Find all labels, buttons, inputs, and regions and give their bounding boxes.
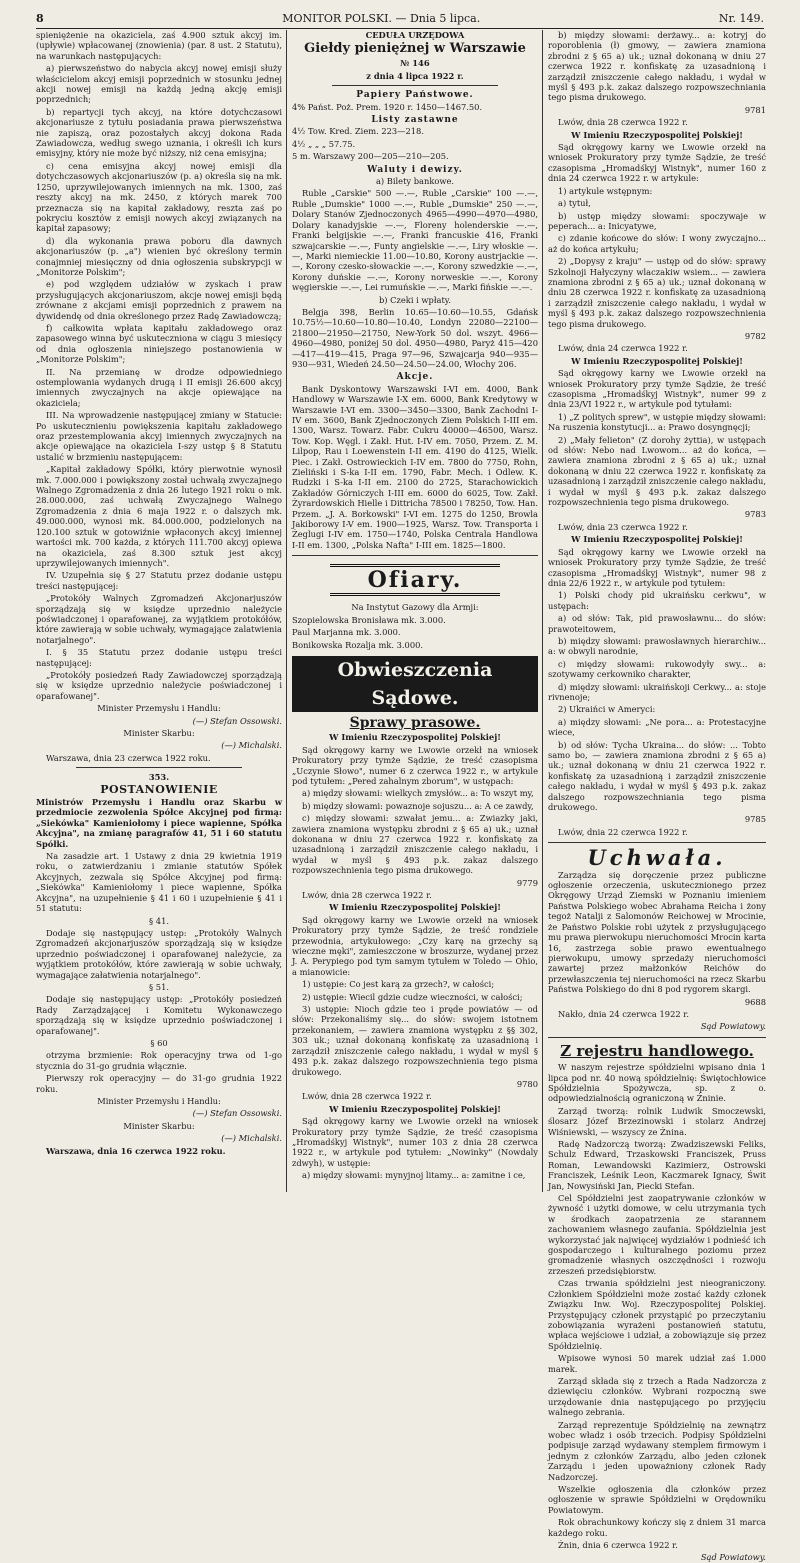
paragraph: Na Instytut Gazowy dla Armji: (351, 602, 479, 613)
act-number: 353. (148, 772, 170, 783)
paragraph: 3) ustępie: Nioch gdzie teo i pręde powiatów — od słów: Przekonaliśmy się... do słów: swojem istotnem przekonaniem, — zawiera znamiona występku z §§ 302, 303 uk.; uznał dokonaną konfiskatę za uzasadnioną i zarządził zniszczenie całego nakładu, i wydał w myśl § 493 p.k. zakaz dalszego rozpowszechnienia tego pisma drukowego. (292, 1004, 538, 1077)
paragraph: „Protokóły posiedzeń Rady Zawiadowczej sporządzają się w księdze uprzednio należycie poświadczonej i oparafowanej". (36, 669, 282, 701)
paragraph: Sąd okręgowy karny we Lwowie orzekł na wniosek Prokuratory przy tymże Sądzie, że treść rondziele przewodnia, artykułowego: „Czy karę na grzechy są wieczne męki", zamieszczone w broszurze, wydanej przez J. A. Perypiego pod tym samym tytułem w Toledo — Ohio, a mianowicie: (292, 914, 538, 977)
paragraph: Zarząd składa się z trzech a Rada Nadzorcza z dziewięciu członków. Wybrani rozpoczną swe urzędowanie dnia następującego po przyjęciu walnego zebrania. (548, 1375, 766, 1418)
notice-number: 9688 (744, 996, 766, 1007)
subsection-title: a) Bilety bankowe. (375, 176, 455, 187)
paragraph: Czas trwania spółdzielni jest nieograniczony. Członkiem Spółdzielni może zostać każdy członek Związku Inw. Woj. Rzeczypospolitej Polskiej. Przystępujący członek przystąpić po przeczytaniu zobowiązania wyrażeni postanowień statutu, wpłaca wejściowe i udział, a zobowiązuje się przez Spółdzielnię. (548, 1278, 766, 1351)
paragraph: Sąd okręgowy karny we Lwowie orzekł na wniosek Prokuratory przy tymże Sądzie, że treść czasopisma „Hromadśkyj Wistnyk", numer 98 z dnia 22/6 1922 r., w artykule pod tytułem: (548, 546, 766, 588)
paragraph: Szopielowska Bronisława mk. 3.000. (292, 614, 446, 625)
paragraph: Dodaje się następujący ustęp: „Protokóły posiedzeń Rady Zarządzającej i Komitetu Wykonawczego sporządzają się w księdze uprzednio poświadczonej i oparafowanej". (36, 994, 282, 1036)
signature-title: Minister Skarbu: (123, 1120, 195, 1131)
paragraph: IV. Uzupełnia się § 27 Statutu przez dodanie ustępu treści następującej: (36, 570, 282, 591)
divider (292, 555, 538, 556)
paragraph: d) między słowami: ukraińskoji Cerkwy... a: stoje rivnenoje; (548, 681, 766, 702)
verdict-heading: W Imieniu Rzeczypospolitej Polskiej! (329, 902, 501, 913)
signature-title: Minister Przemysłu i Handlu: (97, 1096, 221, 1106)
cedula-date: z dnia 4 lipca 1922 r. (366, 70, 464, 81)
paragraph: Zarządza się doręczenie przez publiczne ogłoszenie orzeczenia, uskutecznionego przez Okręgowy Urząd Ziemski w Poznaniu imieniem Państwa Polskiego wobec Abrahama Reicha i żony tegoż Natalji z Salomonów Reichowej w Mrocinie, że Państwo Polskie robi użytek z przysługującego mu prawa pierwokupu nieruchomości Mrocin karta 16, zastrzega sobie prawo ewentualnego pierwokupu, umowy sprzedaży nieruchomości zawartej przez małżonków Reichów do przewłaszczenia tej nieruchomości na rzecz Skarbu Państwa Polskiego do dni 8 pod rygorem skargi. (548, 869, 766, 995)
paragraph: Sąd okręgowy karny we Lwowie orzekł na wniosek Prokuratory przy tymże Sądzie, że treść czasopisma „Hromadśkyj Wistnyk", numer 103 z dnia 28 czerwca 1922 r., w artykule pod tytułem: „Nowinky" (Nowdaly zdwyh), w ustępie: (292, 1116, 538, 1168)
notice-number: 9783 (744, 509, 766, 520)
date-line: Lwów, dnia 28 czerwca 1922 r. (302, 890, 432, 900)
press-cases-heading: Sprawy prasowe. (349, 714, 481, 731)
paragraph: b) między słowami: derżawy... a: kotryj do roporoblenia (ł) gmowy, — zawiera znamiona zbrodni z § 65 a) uk.; uznał dokonaną w dniu 27 czerwca 1922 r. konfiskatę za uzasadnioną i zarządził zniszczenie całego nakładu, i wydał w myśl § 493 p.k. zakaz dalszego rozpowszechniania tego pisma drukowego. (548, 30, 766, 103)
paragraph: Pierwszy rok operacyjny — do 31-go grudnia 1922 roku. (36, 1073, 282, 1094)
signature-title: Minister Przemysłu i Handlu: (97, 703, 221, 714)
column-rule-2 (542, 30, 543, 1192)
notice-number: 9779 (516, 877, 538, 888)
section-title: Waluty i dewizy. (367, 164, 463, 175)
paragraph: 1) Polski chody pid ukraińsku cerkwu", w ustępach: (548, 590, 766, 611)
act-subject: Ministrów Przemysłu i Handlu oraz Skarbu w przedmiocie zezwolenia Spółce Akcyjnej pod firmą: „Siekówka" Kamieniołomy i piece wapienne, Spółka Akcyjna", na zmianę paragrafów 41, 51 i 60 statutu Spółki. (36, 797, 282, 849)
paragraph: 2) Ukraińci w Ameryci: (558, 704, 656, 715)
paragraph: a) pierwszeństwo do nabycia akcyj nowej emisji służy właścicielom akcyj emisji poprzednich w stosunku jednej akcji nowej emisji na każdą jedną akcję emisji poprzednich; (36, 63, 282, 105)
paragraph: III. Na wprowadzenie następującej zmiany w Statucie: Po uskutecznieniu powiększenia kapitału zakładowego oraz przestemplowania akcyj imiennych zwyczajnych na akcje opiewające na okaziciela I-szy ustęp § 8 Statutu ustalić w brzmieniu następującem: (36, 410, 282, 462)
date-line: Żnin, dnia 6 czerwca 1922 r. (558, 1540, 678, 1551)
paragraph: b) między słowami: prawosławnych hierarchiw... a: w obwyli narodnie, (548, 635, 766, 657)
paragraph: a) między słowami: wielkych zmysłów... a: To wszyt my, (302, 788, 534, 799)
paragraph: Belgja 398, Berlin 10.65—10.60—10.55, Gdańsk 10.75½—10.60—10.80—10.40, Londyn 22080—22100—21800—21950—21750, New-York 50 dol. wszyt. 4966—4960—4980, poniżej 50 dol. 4950—4980, Paryż 415—420—417—419—415, Praga 97—96, Szwajcarja 940—935—930—931, Wiedeń 24.50—24.50—24.00, Włochy 206. (292, 306, 538, 369)
paragraph: c) między słowami: rukowodyły swy... a: szotywamy cerkowniko charakter, (548, 658, 766, 680)
signature-name: (—) Michalski. (221, 1133, 282, 1144)
paragraph: d) dla wykonania prawa poboru dla dawnych akcjonariuszów (p. „a") wienien być określony termin conajmniej miesięczny od dnia ogłoszenia subskrypcji w „Monitorze Polskim"; (36, 235, 282, 277)
paragraph: c) cena emisyjna akcyj nowej emisji dla dotychczasowych akcjonariuszów (p. a) określa się na mk. 1250, uprzywilejowanych imiennych na mk. 1300, zaś reszty akcyj na mk. 2450, z których marek 700 przeznacza się na kapitał zakładowy, reszta zaś po pokryciu kosztów z emisji nowych akcyj związanych na kapitał zapasowy; (36, 160, 282, 234)
notice-number: 9780 (516, 1078, 538, 1089)
notice-number: 9781 (744, 104, 766, 115)
journal-title: MONITOR POLSKI. — Dnia 5 lipca. (282, 11, 481, 25)
divider (548, 1037, 766, 1038)
paragraph: 4½ Tow. Kred. Ziem. 223—218. (292, 126, 424, 137)
signature-name: (—) Stefan Ossowski. (192, 1108, 282, 1119)
notice-number: 9785 (744, 814, 766, 825)
paragraph: I. § 35 Statutu przez dodanie ustępu treści następującej: (36, 647, 282, 668)
paragraph: Dodaje się następujący ustęp: „Protokóły Walnych Zgromadzeń akcjonarjuszów sporządzają się w księdze uprzednio poświadczonej i oparafowanej należycie, za wyjątkiem protokółów, które zawierają w sobie uchwały, wymagające załatwienia notarjalnego". (36, 927, 282, 980)
verdict-heading: W Imieniu Rzeczypospolitej Polskiej! (571, 355, 743, 366)
paragraph: c) między słowami: szwałat jemu... a: Zwiazky jaki, zawiera znamiona występku zbrodni z § 65 a) uk.; uznał dokonana w dniu 27 czerwca 1922 r. konfiskatę za uzasadnioną i zarządził zniszczenie całego nakładu, i wydał w myśl § 493 p.k. zakaz dalszego rozpowszechnienia tego pisma drukowego. (292, 813, 538, 876)
paragraph: 1) ustępie: Co jest karą za grzech?, w całości; (302, 979, 495, 990)
section-title: Papiery Państwowe. (356, 90, 474, 101)
paragraph: „Kapitał zakładowy Spółki, który pierwotnie wynosił mk. 7.000.000 i powiększony został uchwałą zwyczajnego Walnego Zgromadzenia z dnia 26 lutego 1921 roku o mk. 28.000.000, zaś uchwałą Zwyczajnego Walnego Zgromadzenia z dnia 6 maja 1922 r. o dalszych mk. 49.000.000, wynosi mk. 84.000.000, podzielonych na 120.100 sztuk w gotowiźnie wpłaconych akcyj imiennej wartości mk. 700 każda, z których 111.700 akcyj opiewa na okaziciela, zaś 8.300 sztuk jest akcyj uprzywilejowanych imiennych". (36, 464, 282, 568)
act-heading: POSTANOWIENIE (100, 782, 218, 796)
paragraph: e) pod względem udziałów w zyskach i praw przysługujących akcjonariuszom, akcje nowej emisji będą zrównane z akcjami emisji poprzednich z prawem na dywidendę od dnia określonego przez Radę Zawiadowczą; (36, 279, 282, 321)
paragraph: b) repartycji tych akcyj, na które dotychczasowi akcjonariusze z tytułu posiadania prawa pierwszeństwa nie zapiszą, oraz pozostałych akcyj dokona Rada Zawiadowcza, według swego uznania, i określi ich kurs emisyjny, który nie może być niższy, niż cena emisyjna; (36, 106, 282, 159)
section-mark: § 60 (150, 1037, 168, 1048)
paragraph: Paul Marjanna mk. 3.000. (292, 627, 401, 638)
paragraph: Cel Spółdzielni jest zaopatrywanie członków w żywność i użytki domowe, w celu utrzymania tych w środkach zaopatrzenia ze starannem zachowaniem własnego zaufania. Spółdzielnia jest wykorzystać jak najwięcej wydziałów i podnieść ich gospodarczego i kulturalnego poziomu przez gromadzenie własnych oszczędności i rozwoju zrzeszeń przedsiębiorstw. (548, 1193, 766, 1276)
court-signature: Sąd Powiatowy. (700, 1552, 766, 1563)
paragraph: a) tytuł, (558, 198, 591, 209)
paragraph: 4% Państ. Poż. Prem. 1920 r. 1450—1467.50. (292, 101, 483, 112)
paragraph: Wpisowe wynosi 50 marek udział zaś 1.000 marek. (548, 1353, 766, 1374)
date-line: Lwów, dnia 22 czerwca 1922 r. (558, 826, 688, 837)
paragraph: Ruble „Carskie" 500 —.—, Ruble „Carskie" 100 —.—, Ruble „Dumskie" 1000 —.—, Ruble „Dumskie" 250 —.—, Dolary Stanów Zjednoczonych 4965—4990—4970—4980, Dolary kanadyjskie —.—, Floreny holenderskie —.—, Franki belgijskie —.—, Franki francuskie 416, Franki szwajcarskie —.—, Funty angielskie —.—, Liry włoskie —.—, Marki niemieckie 11.00—10.80, Korony austrjackie —.—, Korony czesko-słowackie —.—, Korony szwedzkie —.—, Korony duńskie —.—, Korony norweskie —.—, Korony węgierskie —.—, Lei rumuńskie —.—, Marki fińskie —.—. (292, 188, 538, 293)
cedula-number: № 146 (400, 58, 430, 69)
verdict-heading: W Imieniu Rzeczypospolitej Polskiej! (329, 732, 501, 743)
resolution-banner: Uchwała. (587, 845, 727, 871)
verdict-heading: W Imieniu Rzeczypospolitej Polskiej! (329, 1103, 501, 1114)
paragraph: Wszelkie ogłoszenia dla członków przez ogłoszenie w sprawie Spółdzielni w Orędowniku Powiatowym. (548, 1484, 766, 1515)
cedula-title: Giełdy pieniężnej w Warszawie (304, 41, 526, 57)
paragraph: otrzyma brzmienie: Rok operacyjny trwa od 1-go stycznia do 31-go grudnia włącznie. (36, 1050, 282, 1071)
paragraph: a) między słowami: „Ne pora... a: Protestacyjne wiece, (548, 716, 766, 738)
paragraph: f) całkowita wpłata kapitału zakładowego oraz zapasowego winna być uskuteczniona w ciągu 3 miesięcy od dnia ogłoszenia niniejszego postanowienia w „Monitorze Polskim"; (36, 322, 282, 365)
paragraph: 4½ „ „ „ 57.75. (292, 138, 356, 149)
date-line: Lwów, dnia 24 czerwca 1922 r. (558, 343, 688, 354)
court-signature: Sąd Powiatowy. (700, 1021, 766, 1032)
divider (76, 767, 242, 768)
paragraph: a) od słów: Tak, pid prawosławnu... do słów: prawoteitowem, (548, 613, 766, 634)
subsection-title: b) Czeki i wpłaty. (378, 294, 452, 305)
paragraph: 1) artykule wstępnym: (558, 185, 653, 196)
paragraph: 1) „Z politych sprew", w ustępie między słowami: Na ruszenia konstytucji... a: Prawo dosyngnęcji; (548, 411, 766, 433)
paragraph: Sąd okręgowy karny we Lwowie orzekł na wniosek Prokuratory przy tymże Sądzie, że treść czasopisma „Hromadśkyj Wistnyk", numer 99 z dnia 23/VI 1922 r., w artykule pod tytułami: (548, 368, 766, 410)
paragraph: 5 m. Warszawy 200—205—210—205. (292, 151, 449, 162)
court-notices-banner: Obwieszczenia Sądowe. (292, 656, 538, 712)
paragraph: a) między słowami: mynyjnoj litamy... a: zamitne i ce, (302, 1170, 526, 1181)
signature-name: (—) Stefan Ossowski. (192, 715, 282, 726)
paragraph: II. Na przemianę w drodze odpowiedniego ostemplowania wydanych drugą i II emisji 26.600 akcyj imiennych zwyczajnych na akcje opiewające na okaziciela; (36, 366, 282, 408)
page-number: 8 (36, 11, 44, 25)
paragraph: Bonikowska Rozalja mk. 3.000. (292, 639, 424, 650)
date-line: Lwów, dnia 28 czerwca 1922 r. (558, 117, 688, 128)
ofiary-banner: Ofiary. (330, 564, 500, 596)
notice-number: 9782 (744, 330, 766, 341)
paragraph: 2) ustępie: Wiecil gdzie cudze wieczności, w całości; (302, 991, 523, 1002)
section-title: Listy zastawne (371, 115, 459, 126)
divider (548, 842, 766, 843)
cedula-heading: CEDUŁA URZĘDOWA (365, 30, 465, 40)
paragraph: 2) „Mały felieton" (Z dorohy żyttia), w ustępach od słów: Nebo nad Lwowom... aż do końca, — zawiera znamiona zbrodni z § 65 a) uk.; uznał dokonaną w dniu 22 czerwca 1922 r. konfiskatę za uzasadnioną i zarządził zniszczenie całego nakładu, i wydał w myśl § 493 p.k. zakaz dalszego rozpowszechnienia tego pisma drukowego. (548, 434, 766, 508)
section-mark: § 41. (149, 915, 169, 926)
trade-register-banner: Z rejestru handlowego. (560, 1041, 754, 1060)
column-middle (292, 30, 538, 1195)
paragraph: b) od słów: Tycha Ukraina... do słów: ... Tobto samo bo, — zawiera znamiona zbrodni z § 65 a) uk.; uznał dokonaną w dniu 21 czerwca 1922 r. konfiskatę za uzasadnioną i zarządził zniszczenie całego nakładu, i wydał w myśl § 493 p.k. zakaz dalszego rozpowszechniania tego pisma drukowego. (548, 739, 766, 813)
verdict-heading: W Imieniu Rzeczypospolitej Polskiej! (571, 129, 743, 140)
paragraph: „Protokóły Walnych Zgromadzeń Akcjonarjuszów sporządzają się w księdze uprzednio należycie poświadczonej i oparafowanej, za wyjątkiem protokółów, które zawierają w sobie uchwały, wymagające zalatwienia notarjalnego". (36, 593, 282, 645)
section-title: Akcje. (396, 372, 434, 383)
divider (332, 85, 498, 86)
paragraph: Sąd okręgowy karny we Lwowie orzekł na wniosek Prokuratory przy tymże Sądzie, że treść czasopisma „Hromadśkyj Wistnyk", numer 160 z dnia 24 czerwca 1922 r. w artykule: (548, 142, 766, 184)
column-right (548, 30, 766, 1563)
date-line: Lwów, dnia 28 czerwca 1922 r. (302, 1091, 432, 1102)
page-header (36, 8, 764, 29)
date-line: Warszawa, dnia 16 czerwca 1922 roku. (46, 1145, 226, 1156)
verdict-heading: W Imieniu Rzeczypospolitej Polskiej! (571, 534, 743, 545)
paragraph: Zarząd reprezentuje Spółdzielnię na zewnątrz wobec władz i osób trzecich. Podpisy Spółdzielni podpisuje zarząd wydawany stemplem firmowym i jednym z członków Zarządu, albo jeden członek Zarządu i jeden upoważniony członek Rady Nadzorczej. (548, 1419, 766, 1482)
paragraph: Zarząd tworzą: rolnik Ludwik Smoczewski, ślosarz Józef Brzezinowski i stolarz Andrzej Wiśniewski, — wszyscy ze Żnina. (548, 1105, 766, 1137)
paragraph: spieniężenie na okaziciela, zaś 4.900 sztuk akcyj im. (upływie) wpłacowanej (znowienia) (par. 8 ust. 2 Statutu), na warunkach następujących: (36, 30, 282, 61)
paragraph: Sąd okręgowy karny we Lwowie orzekł na wniosek Prokuratory przy tymże Sądzie, że treść czasopisma „Uczynie Słowo", numer 6 z czerwca 1922 r., w artykule pod tytułem: „Pered zahalnym zborum", w ustępach: (292, 744, 538, 786)
paragraph: b) między słowami: powaznoje sojuszu... a: A ce zawdy, (302, 800, 534, 811)
signature-name: (—) Michalski. (221, 740, 282, 751)
date-line: Warszawa, dnia 23 czerwca 1922 roku. (46, 752, 211, 763)
column-left (36, 30, 282, 1195)
section-mark: § 51. (149, 981, 169, 992)
paragraph: Rok obrachunkowy kończy się z dniem 31 marca każdego roku. (548, 1517, 766, 1538)
paragraph: 2) „Dopysy z kraju" — ustęp od do słów: sprawy Szkolnoji Hałyczyny wlaczakiw wsiem... — zawiera znamiona zbrodni z § 65 a) uk.; uznał dokonaną w dniu 28 czerwca 1922 r. konfiskatę za uzasadnioną i zarządził zniszczenie całego nakładu, i wydał w myśl § 493 p.k. zakaz dalszego rozpowszechnienia tego pisma drukowego. (548, 256, 766, 329)
paragraph: Radę Nadzorczą tworzą: Zwadziszewski Feliks, Schulz Edward, Trzaskowski Franciszek, Pruss Roman, Lewandowski Kazimierz, Ostrowski Franciszek, Leśnik Leon, Kaczmarek Ignacy, Świt Jan, Nowysiński Jan, Piecki Stefan. (548, 1139, 766, 1191)
paragraph: Na zasadzie art. 1 Ustawy z dnia 29 kwietnia 1919 roku, o zatwierdzaniu i zmianie statutów Spółek Akcyjnych, zezwala się Spółce Akcyjnej pod firmą: „Siekówka" Kamieniołomy i piece wapienne, Spółka Akcyjna", na uzupełnienie § 41 i 60 i uzupełnienie § 41 i 51 statutu: (36, 851, 282, 914)
paragraph: b) ustęp między słowami: spoczywaje w peperach... a: Inicyatywe, (548, 210, 766, 231)
column-rule-1 (286, 30, 287, 1192)
issue-number: Nr. 149. (718, 11, 764, 25)
signature-title: Minister Skarbu: (123, 728, 195, 738)
paragraph: W naszym rejestrze spółdzielni wpisano dnia 1 lipca pod nr. 40 nową spółdzielnię: Świętochłowice Spółdzielnia Spożywcza, sp. z o. odpowiedzialnością ograniczoną w Żninie. (548, 1062, 766, 1104)
date-line: Lwów, dnia 23 czerwca 1922 r. (558, 521, 688, 532)
paragraph: c) zdanie końcowe do słów: I wony zwyczajno... aż do końca artykułu; (548, 233, 766, 254)
paragraph: Bank Dyskontowy Warszawski I-VI em. 4000, Bank Handlowy w Warszawie I-X em. 6000, Bank Kredytowy w Warszawie I-VI em. 3300—3450—3300, Bank Zachodni I-IV em. 3600, Bank Zjednoczonych Ziem Polskich I-III em. 1300, Warsz. Towarz. Fabr. Cukru 40000—46500, Warsz. Tow. Kop. Węgl. i Zakł. Hut. I-IV em. 7050, Przem. Z. M. Lilpop, Rau i Loewenstein I-II em. 4190 do 4125, Wielk. Piec. i Zakł. Ostrowieckich I-IV em. 7800 do 7750, Rohn, Zieliński i S-ka I-II em. 1790, Fabr. Mech. i Odlew. K. Rudzki i S-ka I-II em. 2100 do 2725, Starachowickich Zakładów Górniczych I-III em. 6000 do 6025, Tow. Zakł. Żyrardowskich Hielle i Dittricha 78500 i 78250, Tow. Han. Przem. „J. A. Borkowski" I-VI em. 1275 do 1250, Browla Jakiborowy I-V em. 1900—1925, Warsz. Tow. Transporta i Żeglugi I-IV em. 1750—1740, Polska Centrala Handlowa I-II em. 1300, „Polska Nafta" I-III em. 1825—1800. (292, 383, 538, 550)
date-line: Nakło, dnia 24 czerwca 1922 r. (558, 1008, 689, 1019)
